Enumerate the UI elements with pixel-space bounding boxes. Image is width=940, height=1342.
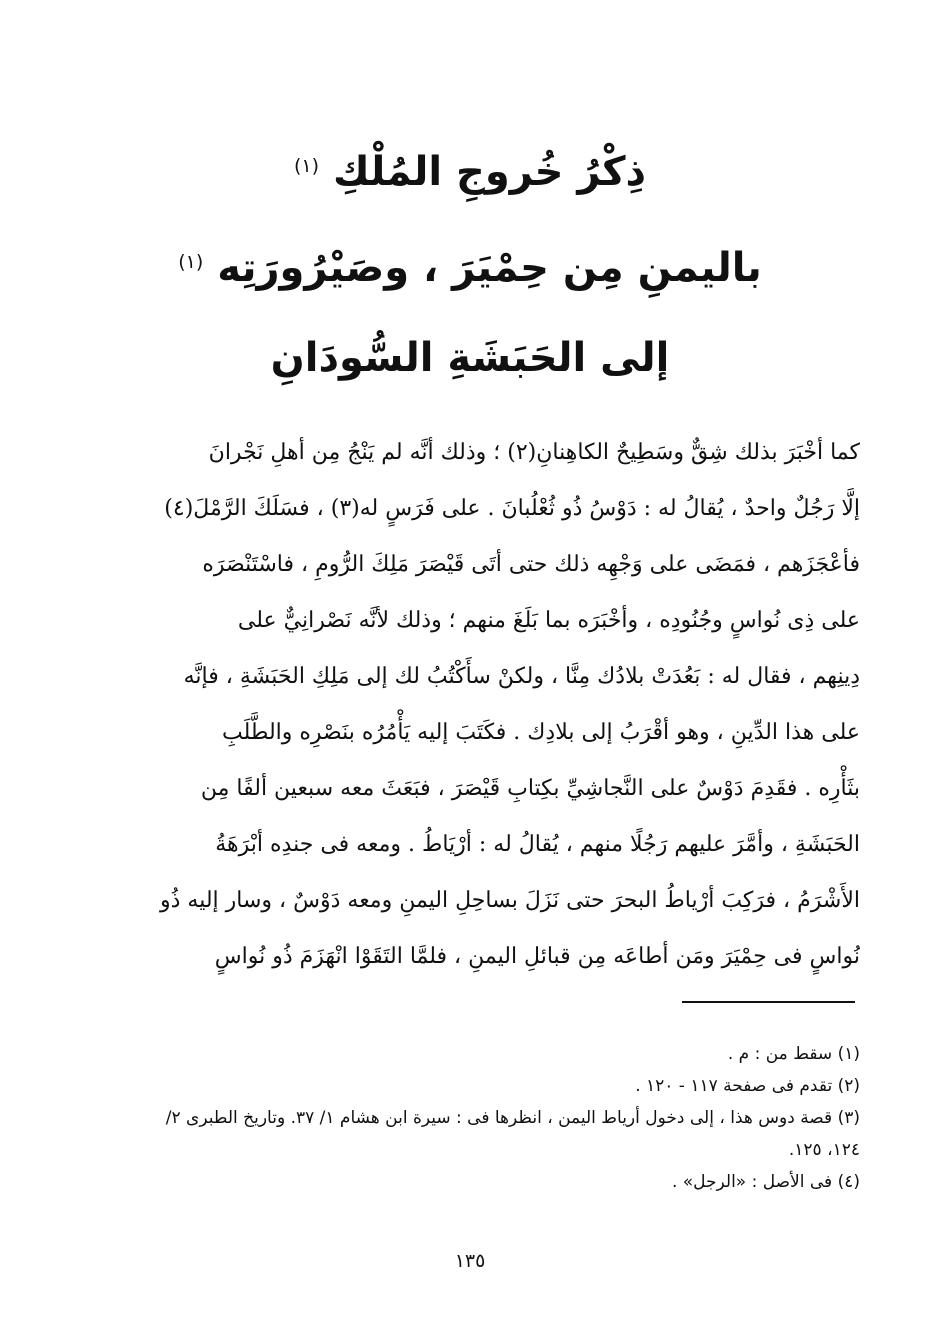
chapter-title-line-2 [140,238,800,298]
footnote-marker-title-1: (١) [293,155,320,177]
text-line: الحَبَشَةِ ، وأمَّرَ عليهم رَجُلًا منهم ، يُقالُ له : أرْيَاطُ . ومعه فى جندِه أبْرَهَةُ [215,832,860,857]
chapter-title-line-1 [140,142,800,202]
text-line: بثَأْرِه . فقَدِمَ دَوْسٌ على النَّجاشِيِّ بكِتابِ قَيْصَرَ ، فبَعَثَ معه سبعين ألفًا مِن [200,776,860,801]
chapter-title-text-3: إلى الحَبَشَةِ السُّودَانِ [270,335,670,381]
text-line: كما أخْبَرَ بذلك شِقٌّ وسَطِيحٌ الكاهِنانِ(٢) ؛ وذلك أنَّه لم يَنْجُ مِن أهلِ نَجْرانَ [208,440,860,465]
footnote-3-continued: ١٢٤، ١٢٥. [788,1140,860,1160]
text-line: على هذا الدِّينِ ، وهو أقْرَبُ إلى بلادِك . فكَتَبَ إليه يَأْمُرُه بنَصْرِه والطَّلَبِ [222,720,860,745]
text-line: الأَشْرَمُ ، فرَكِبَ أرْياطُ البحرَ حتى نَزَلَ بساحِلِ اليمنِ ومعه دَوْسٌ ، وسار إليه ذُو [160,888,860,913]
main-text [148,425,860,985]
page-number: ١٣٥ [454,1250,486,1272]
footnote-marker-title-2: (١) [178,251,204,273]
text-line: دِينِهم ، فقال له : بَعُدَتْ بلادُك مِنَّا ، ولكنْ سأَكْتُبُ لك إلى مَلِكِ الحَبَشَةِ ، فإنَّه [183,664,860,689]
footnote-3: (٣) قصة دوس هذا ، إلى دخول أرياط اليمن ، انظرها فى : سيرة ابن هشام ١/ ٣٧. وتاريخ الطبرى ٢/ [165,1108,860,1128]
chapter-title-text-1: ذِكْرُ خُروجِ المُلْكِ [332,149,647,195]
text-line: نُواسٍ فى حِمْيَرَ ومَن أطاعَه مِن قبائلِ اليمنِ ، فلمَّا التَقَوْا انْهَزَمَ ذُو نُواسٍ [214,944,860,969]
footnote-4: (٤) فى الأصل : «الرجل» . [671,1172,860,1192]
footnote-2: (٢) تقدم فى صفحة ١١٧ - ١٢٠ . [635,1076,860,1096]
text-line: فأعْجَزَهم ، فمَضَى على وَجْهِه ذلك حتى أتَى قَيْصَرَ مَلِكَ الرُّومِ ، فاسْتَنْصَرَه [202,552,860,577]
footnote-1: (١) سقط من : م . [727,1044,860,1064]
chapter-title-text-2: باليمنِ مِن حِمْيَرَ ، وصَيْرُورَتِه [217,245,762,291]
footnotes [148,1038,860,1198]
text-line: إلَّا رَجُلٌ واحدٌ ، يُقالُ له : دَوْسُ ذُو ثُعْلُبانَ . على فَرَسٍ له(٣) ، فسَلَكَ الرَّمْلَ(٤) [164,496,860,521]
chapter-title-line-3 [140,328,800,388]
text-line: على ذِى نُواسٍ وجُنُودِه ، وأخْبَرَه بما بَلَغَ منهم ؛ وذلك لأنَّه نَصْرانِيٌّ على [237,608,860,633]
footnote-separator [682,1001,855,1003]
